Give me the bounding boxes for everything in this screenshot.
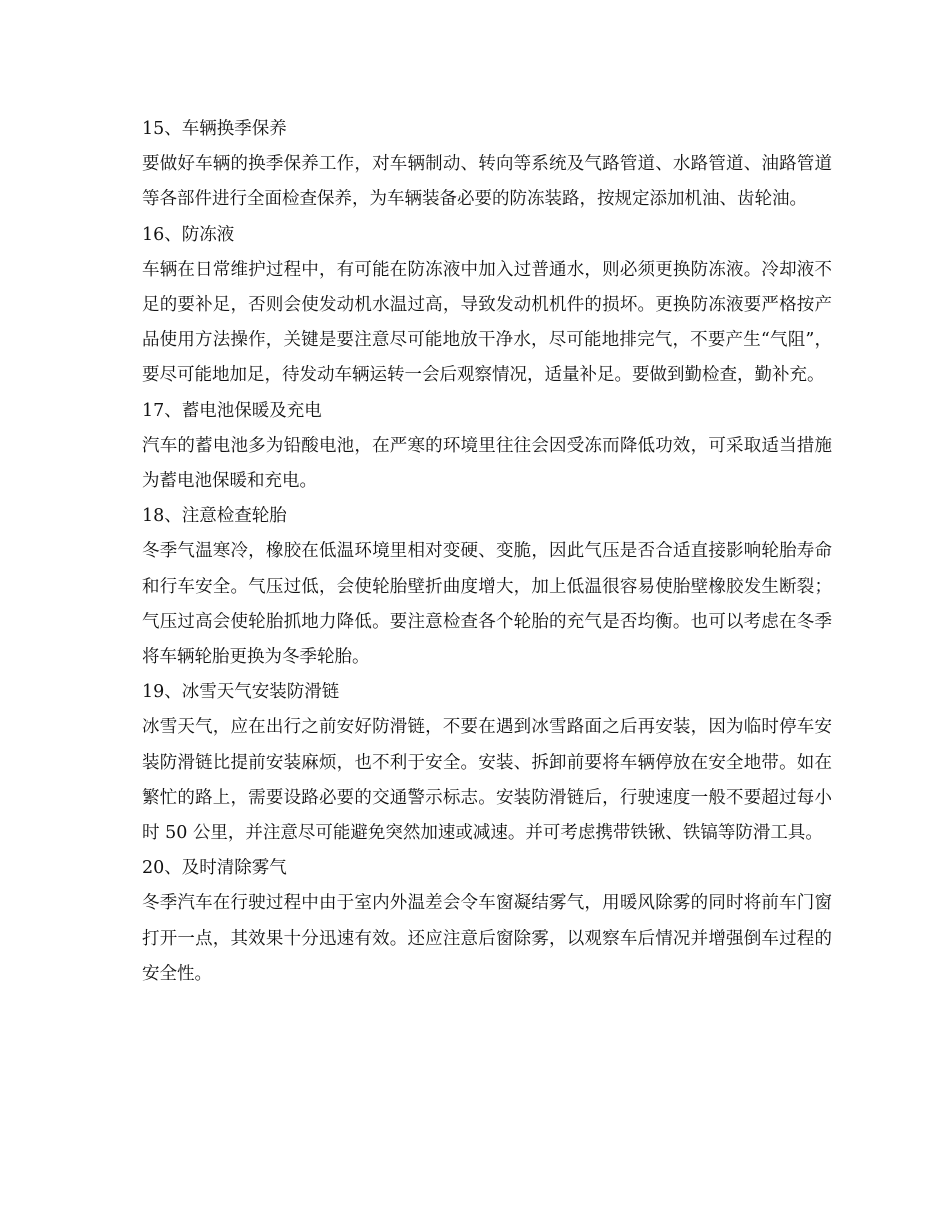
section-title: 19、冰雪天气安装防滑链: [142, 682, 340, 703]
section-20: [142, 851, 832, 992]
section-16: [142, 218, 832, 394]
section-title: 17、蓄电池保暖及充电: [142, 400, 322, 421]
section-17: [142, 394, 832, 500]
document-page: [142, 112, 832, 992]
section-title: 20、及时清除雾气: [142, 858, 287, 879]
section-19: [142, 675, 832, 851]
section-paragraph: 要做好车辆的换季保养工作，对车辆制动、转向等系统及气路管道、水路管道、油路管道等各部件进行全面检查保养，为车辆装备必要的防冻装路，按规定添加机油、齿轮油。: [142, 154, 832, 210]
section-paragraph: 冬季汽车在行驶过程中由于室内外温差会令车窗凝结雾气，用暖风除雾的同时将前车门窗打开一点，其效果十分迅速有效。还应注意后窗除雾，以观察车后情况并增强倒车过程的安全性。: [142, 893, 832, 984]
section-paragraph: 冰雪天气，应在出行之前安好防滑链，不要在遇到冰雪路面之后再安装，因为临时停车安装防滑链比提前安装麻烦，也不利于安全。安装、拆卸前要将车辆停放在安全地带。如在繁忙的路上，需要设路必要的交通警示标志。安装防滑链后，行驶速度一般不要超过每小时 50 公里，并注意尽可能避免突然加速或减速。并可考虑携带铁锹、铁镐等防滑工具。: [142, 717, 832, 844]
section-15: [142, 112, 832, 218]
section-paragraph: 车辆在日常维护过程中，有可能在防冻液中加入过普通水，则必须更换防冻液。冷却液不足的要补足，否则会使发动机水温过高，导致发动机机件的损坏。更换防冻液要严格按产品使用方法操作，关键是要注意尽可能地放干净水，尽可能地排完气，不要产生“气阻”，要尽可能地加足，待发动车辆运转一会后观察情况，适量补足。要做到勤检查，勤补充。: [142, 259, 832, 386]
section-title: 16、防冻液: [142, 224, 235, 245]
section-18: [142, 499, 832, 675]
section-paragraph: 汽车的蓄电池多为铅酸电池，在严寒的环境里往往会因受冻而降低功效，可采取适当措施为蓄电池保暖和充电。: [142, 435, 832, 492]
section-title: 15、车辆换季保养: [142, 119, 287, 139]
section-paragraph: 冬季气温寒冷，橡胶在低温环境里相对变硬、变脆，因此气压是否合适直接影响轮胎寿命和行车安全。气压过低，会使轮胎壁折曲度增大，加上低温很容易使胎壁橡胶发生断裂；气压过高会使轮胎抓地力降低。要注意检查各个轮胎的充气是否均衡。也可以考虑在冬季将车辆轮胎更换为冬季轮胎。: [142, 541, 832, 668]
section-title: 18、注意检查轮胎: [142, 506, 287, 527]
